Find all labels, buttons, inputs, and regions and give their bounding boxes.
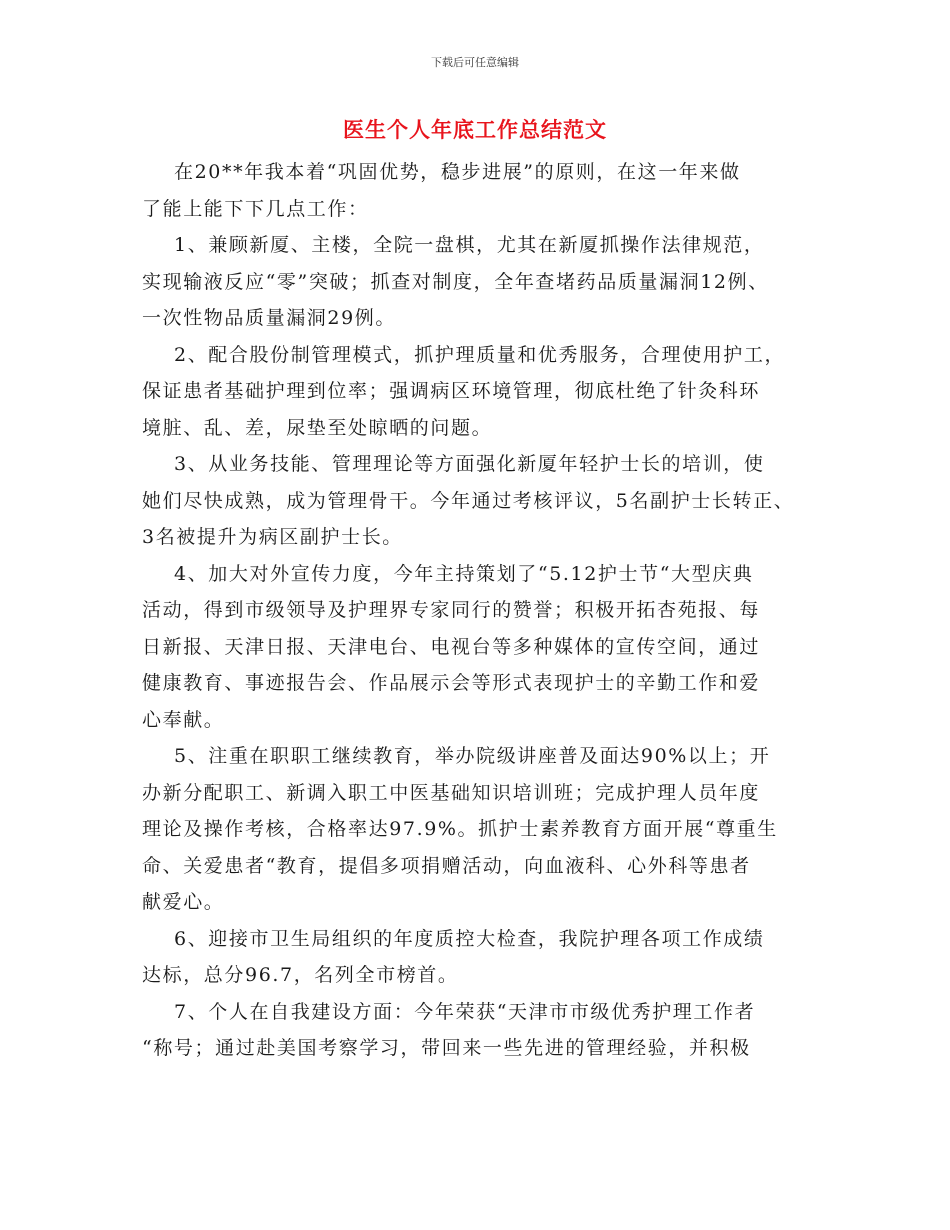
paragraph-line: 日新报、天津日报、天津电台、电视台等多种媒体的宣传空间，通过	[142, 635, 761, 658]
body-paragraph	[142, 154, 832, 227]
paragraph-line: 境脏、乱、差，尿垫至处晾晒的问题。	[142, 416, 493, 439]
document-title: 医生个人年底工作总结范文	[343, 117, 607, 142]
paragraph-line: 6、迎接市卫生局组织的年度质控大检查，我院护理各项工作成绩	[174, 927, 765, 950]
paragraph-line: 3、从业务技能、管理理论等方面强化新厦年轻护士长的培训，使	[174, 453, 765, 475]
page-header-note: 下载后可任意编辑	[431, 56, 519, 69]
paragraph-line: 3名被提升为病区副护士长。	[142, 526, 403, 548]
paragraph-line: 她们尽快成熟，成为管理骨干。今年通过考核评议，5名副护士长转正、	[142, 489, 795, 512]
paragraph-line: 了能上能下下几点工作：	[142, 197, 369, 220]
body-paragraph	[142, 556, 832, 739]
body-paragraph	[142, 337, 832, 447]
body-paragraph	[142, 446, 832, 556]
paragraph-line: 5、注重在职职工继续教育，举办院级讲座普及面达90%以上；开	[174, 745, 771, 767]
body-paragraph	[142, 921, 832, 994]
paragraph-line: 4、加大对外宣传力度，今年主持策划了“5.12护士节“大型庆典	[174, 562, 754, 585]
paragraph-line: 心奉献。	[142, 708, 225, 731]
paragraph-line: 保证患者基础护理到位率；强调病区环境管理，彻底杜绝了针灸科环	[142, 380, 761, 402]
paragraph-line: 献爱心。	[142, 891, 225, 913]
body-paragraph	[142, 738, 832, 921]
paragraph-line: 1、兼顾新厦、主楼，全院一盘棋，尤其在新厦抓操作法律规范，	[174, 234, 765, 256]
paragraph-line: 达标，总分96.7，名列全市榜首。	[142, 964, 459, 986]
paragraph-line: 健康教育、事迹报告会、作品展示会等形式表现护士的辛勤工作和爱	[142, 672, 761, 694]
paragraph-line: 理论及操作考核，合格率达97.9%。抓护士素养教育方面开展“尊重生	[142, 818, 778, 840]
paragraph-line: 7、个人在自我建设方面：今年荣获“天津市市级优秀护理工作者	[174, 1000, 756, 1023]
paragraph-line: 实现输液反应“零”突破；抓查对制度，全年查堵药品质量漏洞12例、	[142, 270, 769, 293]
body-paragraph	[142, 227, 832, 337]
paragraph-line: 一次性物品质量漏洞29例。	[142, 307, 396, 329]
paragraph-line: 办新分配职工、新调入职工中医基础知识培训班；完成护理人员年度	[142, 781, 761, 804]
paragraph-line: 2、配合股份制管理模式，抓护理质量和优秀服务，合理使用护工，	[174, 343, 786, 366]
paragraph-line: 命、关爱患者“教育，提倡多项捐赠活动，向血液科、心外科等患者	[142, 854, 751, 877]
paragraph-line: 在20**年我本着“巩固优势，稳步进展”的原则，在这一年来做	[174, 161, 741, 183]
document-body	[142, 154, 832, 1067]
paragraph-line: 活动，得到市级领导及护理界专家同行的赞誉；积极开拓杏苑报、每	[142, 599, 761, 621]
body-paragraph	[142, 994, 832, 1067]
paragraph-line: “称号；通过赴美国考察学习，带回来一些先进的管理经验，并积极	[142, 1037, 751, 1059]
